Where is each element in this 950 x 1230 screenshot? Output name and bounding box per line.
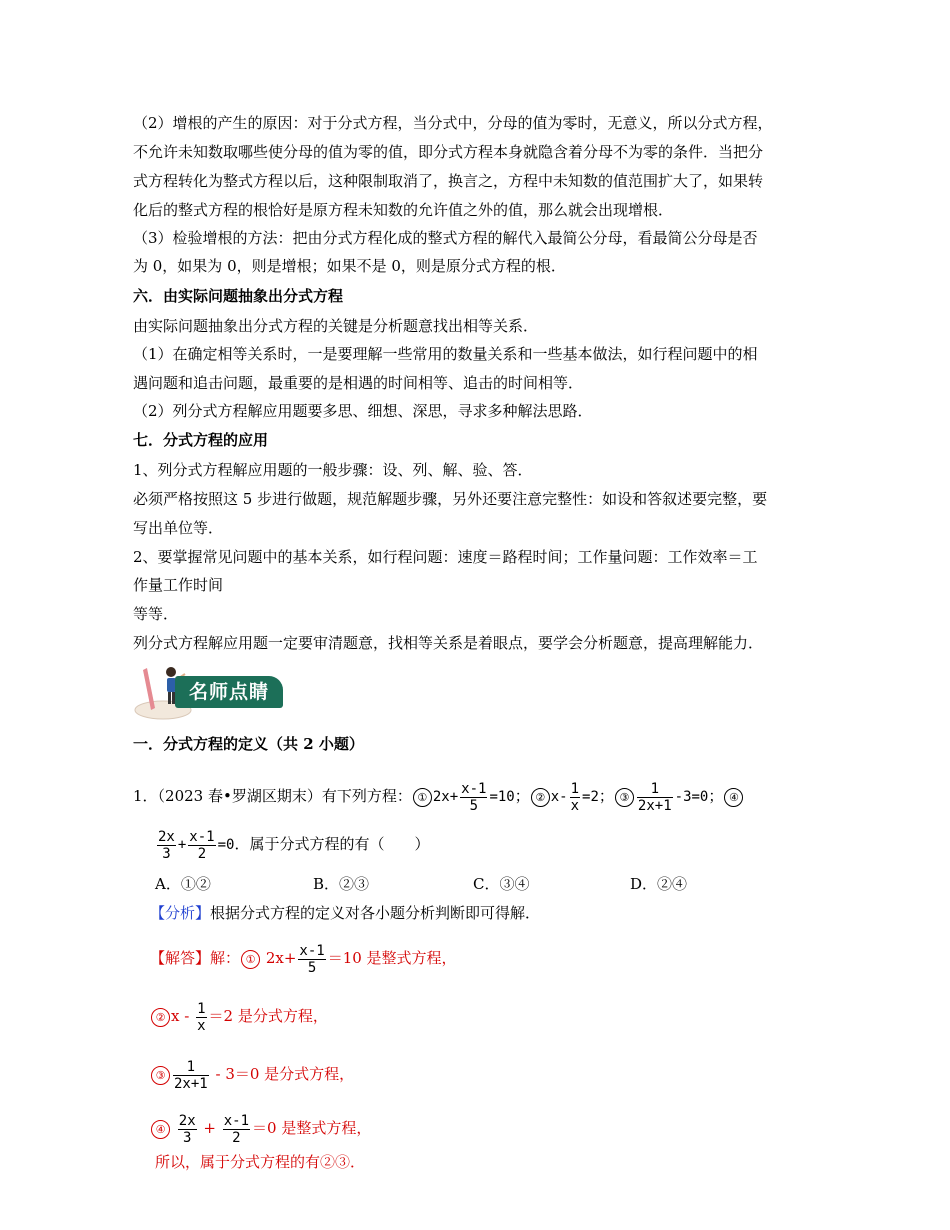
paragraph-line: 为 0，如果为 0，则是增根；如果不是 0，则是原分式方程的根．	[133, 257, 566, 275]
paragraph-line: 遇问题和追击问题，最重要的是相遇的时间相等、追击的时间相等．	[133, 374, 584, 392]
equation-2: x- $\frac{1}{x}$ =2	[550, 780, 599, 814]
paragraph-line: 由实际问题抽象出分式方程的关键是分析题意找出相等关系．	[133, 317, 539, 335]
solution-line-3: ③ $\frac{1}{2x+1}$ - 3＝0 是分式方程，	[150, 1048, 354, 1100]
section-heading: 六．由实际问题抽象出分式方程	[133, 287, 344, 305]
circle-number: ②	[531, 788, 550, 807]
paragraph-line: 等等．	[133, 605, 179, 623]
question-stem-cont: $\frac{2x}{3}$ + $\frac{x-1}{2}$ =0．属于分式方程的有（ ）	[155, 824, 429, 864]
paragraph-line: 作量工作时间	[133, 576, 224, 594]
paragraph-line: 化后的整式方程的根恰好是原方程未知数的允许值之外的值，那么就会出现增根．	[133, 201, 674, 219]
equation-1: 2x+ $\frac{x-1}{5}$ =10	[432, 780, 515, 814]
paragraph-line: 2、要掌握常见问题中的基本关系，如行程问题：速度＝路程时间；工作量问题：工作效率＝工	[133, 548, 758, 566]
banner-title: 名师点睛	[175, 676, 283, 708]
analysis-tag: 【分析】	[150, 904, 211, 922]
circle-number: ④	[724, 788, 743, 807]
choice-a[interactable]: A．①②	[155, 875, 211, 893]
solution-line-1: 【解答】解： ① 2x+ $\frac{x-1}{5}$ ＝10 是整式方程，	[150, 942, 457, 976]
equation-4: $\frac{2x}{3}$ + $\frac{x-1}{2}$ =0	[158, 828, 235, 862]
equation-3: $\frac{1}{2x+1}$ -3=0	[637, 780, 709, 814]
paragraph-line: （2）列分式方程解应用题要多思、细想、深思，寻求多种解法思路．	[133, 402, 593, 420]
paragraph-line: 必须严格按照这 5 步进行做题，规范解题步骤，另外还要注意完整性：如设和答叙述要完整，要	[133, 490, 768, 508]
part-heading: 一．分式方程的定义（共 2 小题）	[133, 735, 364, 753]
paragraph-line: 式方程转化为整式方程以后，这种限制取消了，换言之，方程中未知数的值范围扩大了，如果转	[133, 172, 764, 190]
choice-b[interactable]: B．②③	[313, 875, 370, 893]
solution-line-2: ② x - $\frac{1}{x}$ ＝2 是分式方程，	[150, 990, 328, 1042]
solution-line-4: ④ $\frac{2x}{3}$ + $\frac{x-1}{2}$ ＝0 是整式方程，	[150, 1102, 371, 1154]
solution-tag: 【解答】	[150, 949, 211, 967]
circle-number: ①	[413, 788, 432, 807]
analysis	[150, 903, 540, 923]
solution-conclusion: 所以，属于分式方程的有②③．	[155, 1153, 366, 1171]
paragraph-line: 1、列分式方程解应用题的一般步骤：设、列、解、验、答．	[133, 461, 533, 479]
section-heading: 七．分式方程的应用	[133, 431, 269, 449]
teacher-tips-banner	[133, 660, 285, 722]
paragraph-line: 写出单位等．	[133, 519, 224, 537]
paragraph-line: （3）检验增根的方法：把由分式方程化成的整式方程的解代入最简公分母，看最简公分母是否	[133, 229, 758, 247]
paragraph-line: 不允许未知数取哪些使分母的值为零的值，即分式方程本身就隐含着分母不为零的条件．当把分	[133, 143, 764, 161]
paragraph-line: （2）增根的产生的原因：对于分式方程，当分式中，分母的值为零时，无意义，所以分式方程，	[133, 114, 773, 132]
circle-number: ③	[615, 788, 634, 807]
question-prefix: 1．（2023 春•罗湖区期末）有下列方程：	[133, 787, 412, 805]
paragraph-line: 列分式方程解应用题一定要审清题意，找相等关系是着眼点，要学会分析题意，提高理解能力．	[133, 634, 764, 652]
choice-c[interactable]: C．③④	[473, 875, 530, 893]
choice-d[interactable]: D．②④	[630, 875, 688, 893]
question-stem: 1．（2023 春•罗湖区期末）有下列方程： ① 2x+ $\frac{x-1}{5}$ =10； ② x- $\frac{1}{x}$ =2； ③ $\frac{1}{2x+1}$ -3=0； ④	[133, 776, 744, 816]
analysis-text: 根据分式方程的定义对各小题分析判断即可得解．	[210, 904, 541, 922]
paragraph-line: （1）在确定相等关系时，一是要理解一些常用的数量关系和一些基本做法，如行程问题中的相	[133, 345, 758, 363]
